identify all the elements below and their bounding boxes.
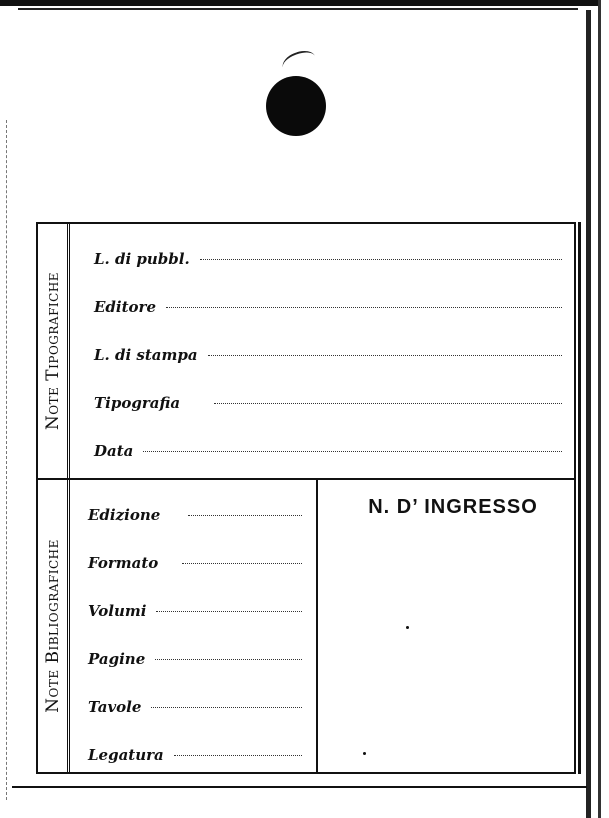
scan-edge-bottom — [12, 786, 587, 788]
field-row-volumi — [88, 602, 302, 620]
ingresso-divider — [316, 480, 318, 772]
field-leader — [143, 450, 562, 452]
punch-hole — [266, 76, 326, 136]
field-label-legatura: Legatura — [88, 746, 164, 764]
ingresso-number-label: N. D’ INGRESSO — [368, 496, 538, 518]
scan-edge-right-outer — [598, 0, 601, 818]
field-label-edizione: Edizione — [88, 506, 161, 524]
field-row-l-di-pubbl — [94, 250, 562, 268]
field-leader — [174, 754, 302, 756]
field-row-tipografia — [94, 394, 562, 412]
field-row-l-di-stampa — [94, 346, 562, 364]
catalog-card — [36, 222, 576, 774]
field-row-pagine — [88, 650, 302, 668]
field-row-legatura — [88, 746, 302, 764]
field-leader — [182, 562, 302, 564]
field-row-data — [94, 442, 562, 460]
section-title: Note Bibliografiche — [42, 539, 63, 713]
field-leader — [214, 402, 562, 404]
scan-edge-right — [586, 10, 591, 818]
scan-edge-top-inner — [18, 8, 578, 10]
field-leader — [188, 514, 302, 516]
field-row-edizione — [88, 506, 302, 524]
scan-edge-top — [0, 0, 600, 6]
field-label-tavole: Tavole — [88, 698, 142, 716]
field-leader — [155, 658, 302, 660]
field-label-tipografia: Tipografia — [94, 394, 181, 412]
section-note-bibliografiche — [38, 480, 574, 772]
scan-edge-left — [6, 120, 8, 800]
field-label-pagine: Pagine — [88, 650, 146, 668]
side-label-bibliografiche — [38, 480, 70, 772]
punch-mark — [280, 47, 319, 77]
section-note-tipografiche — [38, 224, 574, 480]
field-row-formato — [88, 554, 302, 572]
field-label-data: Data — [94, 442, 134, 460]
field-row-tavole — [88, 698, 302, 716]
field-label-l-di-stampa: L. di stampa — [94, 346, 198, 364]
section-title: Note Tipografiche — [42, 271, 63, 431]
ink-speck — [363, 752, 366, 755]
field-label-l-di-pubbl: L. di pubbl. — [94, 250, 190, 268]
field-leader — [156, 610, 302, 612]
field-label-editore: Editore — [94, 298, 156, 316]
field-label-formato: Formato — [88, 554, 159, 572]
side-label-tipografiche — [38, 224, 70, 478]
field-label-volumi: Volumi — [88, 602, 147, 620]
field-leader — [151, 706, 302, 708]
field-leader — [166, 306, 562, 308]
field-leader — [200, 258, 562, 260]
field-row-editore — [94, 298, 562, 316]
field-leader — [208, 354, 562, 356]
ink-speck — [406, 626, 409, 629]
